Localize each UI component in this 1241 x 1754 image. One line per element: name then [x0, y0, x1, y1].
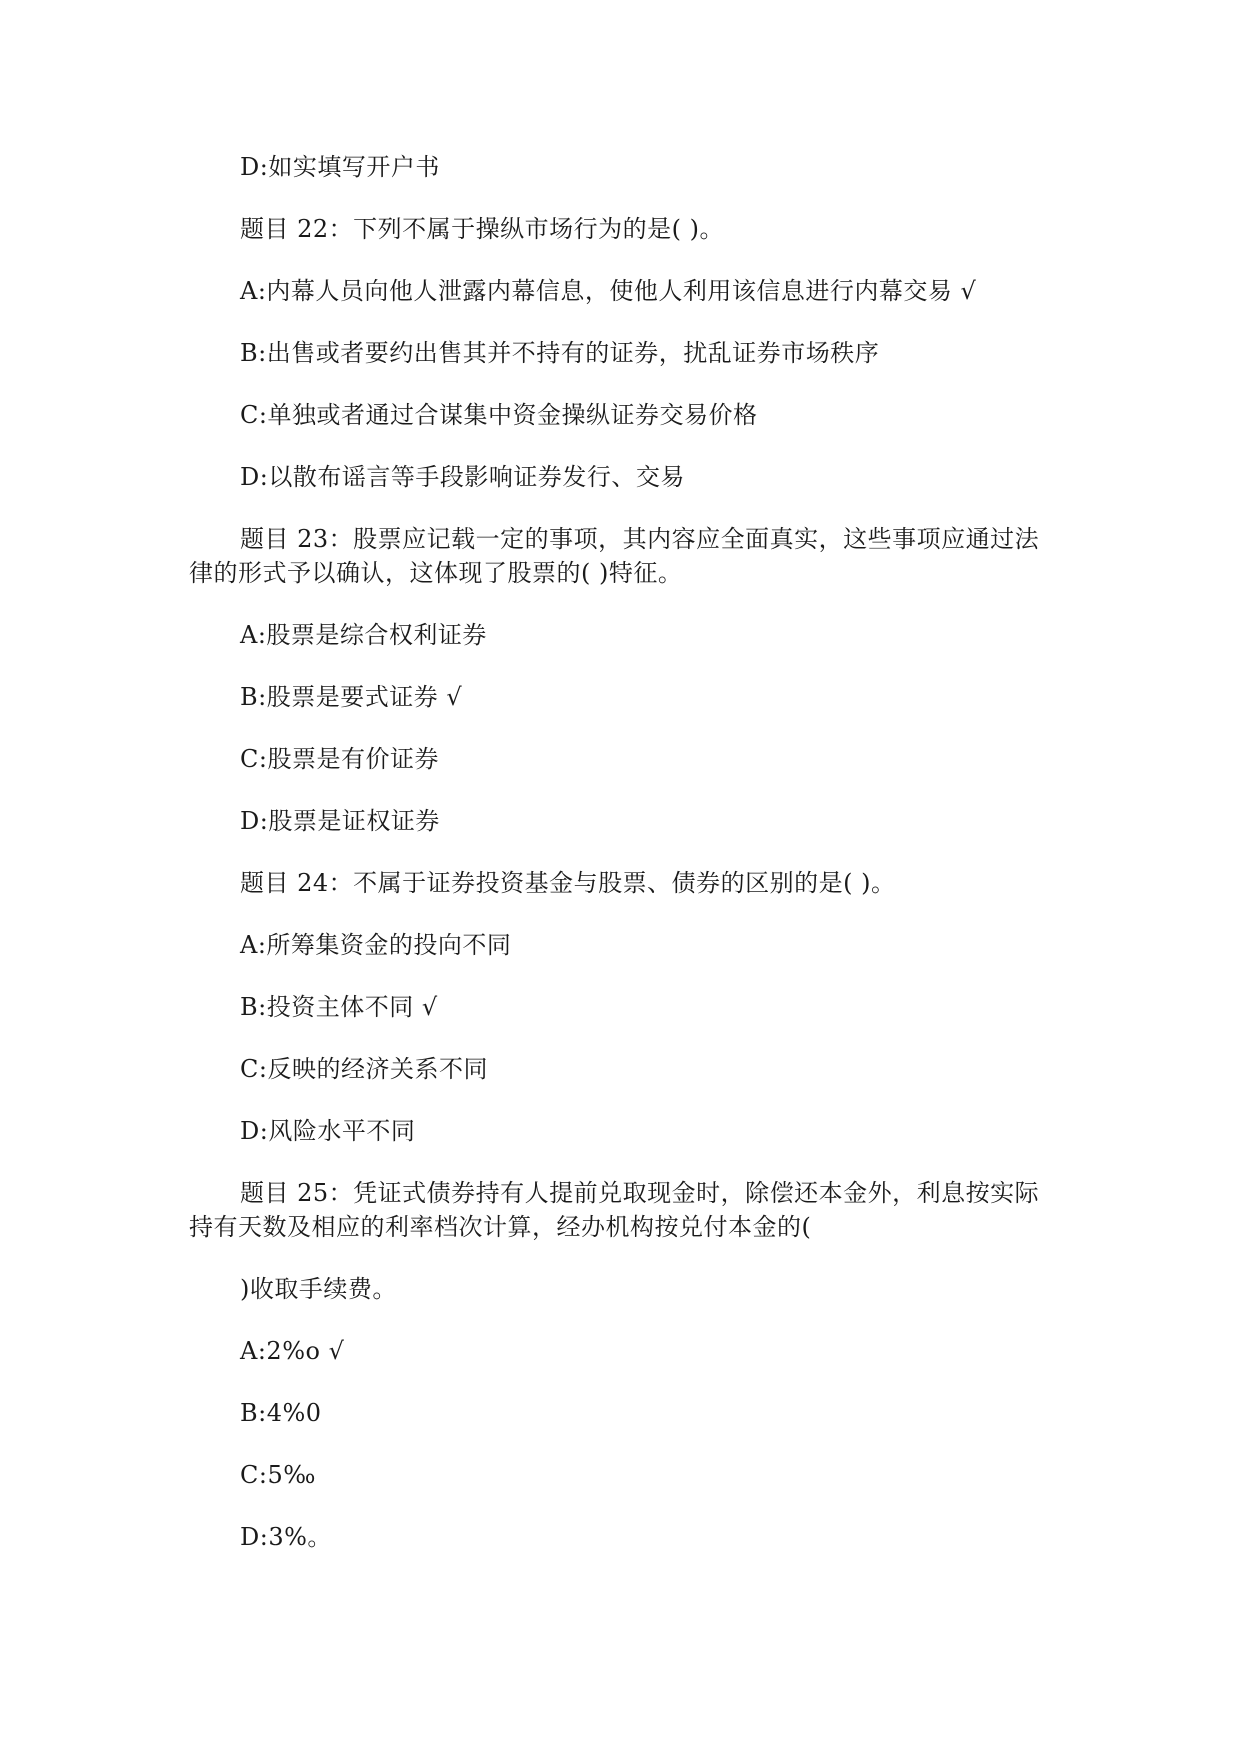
q25-option-c: C:5‰ [240, 1461, 316, 1489]
q24-option-b: B:投资主体不同 √ [240, 993, 438, 1021]
q25-question: 题目 25：凭证式债券持有人提前兑取现金时，除偿还本金外，利息按实际 [240, 1179, 1040, 1207]
q24-question: 题目 24：不属于证券投资基金与股票、债券的区别的是( )。 [240, 869, 896, 897]
q23-option-c: C:股票是有价证券 [240, 745, 439, 773]
q23-question: 题目 23：股票应记载一定的事项，其内容应全面真实，这些事项应通过法 [240, 525, 1040, 553]
q22-option-d: D:以散布谣言等手段影响证券发行、交易 [240, 463, 685, 491]
q21-option-d: D:如实填写开户书 [240, 153, 440, 181]
q22-option-b: B:出售或者要约出售其并不持有的证券，扰乱证券市场秩序 [240, 339, 880, 367]
q25-question-cont: 持有天数及相应的利率档次计算，经办机构按兑付本金的( [189, 1213, 812, 1241]
q23-option-a: A:股票是综合权利证券 [240, 621, 487, 649]
q24-option-d: D:风险水平不同 [240, 1117, 416, 1145]
q24-option-c: C:反映的经济关系不同 [240, 1055, 488, 1083]
q22-question: 题目 22：下列不属于操纵市场行为的是( )。 [240, 215, 725, 243]
q23-option-b: B:股票是要式证券 √ [240, 683, 463, 711]
q23-option-d: D:股票是证权证券 [240, 807, 440, 835]
q25-option-a: A:2%o √ [240, 1337, 345, 1365]
q25-question-cont-2: )收取手续费。 [240, 1275, 397, 1303]
q22-option-a: A:内幕人员向他人泄露内幕信息，使他人利用该信息进行内幕交易 √ [240, 277, 977, 305]
q25-option-d: D:3%。 [240, 1523, 332, 1551]
q22-option-c: C:单独或者通过合谋集中资金操纵证券交易价格 [240, 401, 758, 429]
q23-question-cont: 律的形式予以确认，这体现了股票的( )特征。 [189, 559, 683, 587]
q24-option-a: A:所筹集资金的投向不同 [240, 931, 512, 959]
q25-option-b: B:4%0 [240, 1399, 322, 1427]
